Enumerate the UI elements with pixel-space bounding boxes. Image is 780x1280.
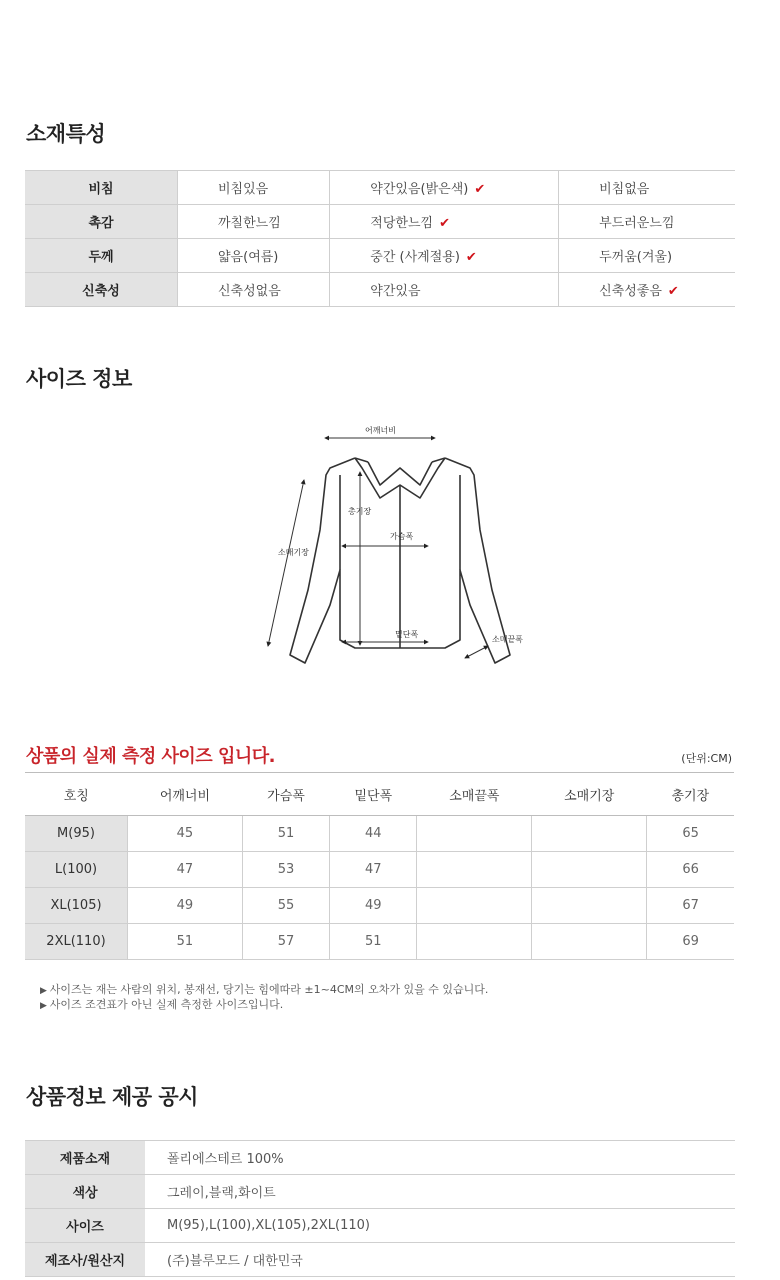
product-info-value: (주)블루모드 / 대한민국 xyxy=(145,1243,735,1277)
note-item: ▶ 사이즈 조견표가 아닌 실제 측정한 사이즈입니다. xyxy=(40,998,488,1013)
material-option-cell xyxy=(178,205,330,239)
size-cell: 69 xyxy=(647,924,734,960)
material-option-cell xyxy=(178,171,330,205)
material-option-text: 부드러운느낌 xyxy=(599,216,675,231)
product-info-row xyxy=(25,1209,735,1243)
material-row-label: 두께 xyxy=(25,239,178,273)
size-header-cell: 가슴폭 xyxy=(242,773,329,816)
size-row-label: L(100) xyxy=(25,852,128,888)
size-cell xyxy=(417,888,532,924)
product-info-label: 제조사/원산지 xyxy=(25,1243,145,1277)
size-cell: 53 xyxy=(242,852,329,888)
hem-label: 밑단폭 xyxy=(395,630,419,639)
size-cell: 57 xyxy=(242,924,329,960)
product-info-value: 폴리에스테르 100% xyxy=(145,1141,735,1175)
product-info-title: 상품정보 제공 공시 xyxy=(26,1085,198,1109)
size-row-label: XL(105) xyxy=(25,888,128,924)
product-info-table xyxy=(25,1140,735,1277)
product-info-value: M(95),L(100),XL(105),2XL(110) xyxy=(145,1209,735,1243)
size-cell: 51 xyxy=(330,924,417,960)
material-option-text: 신축성좋음 xyxy=(599,284,662,299)
material-option-cell xyxy=(330,171,559,205)
size-header-cell: 밑단폭 xyxy=(330,773,417,816)
material-row xyxy=(25,205,735,239)
material-row-label: 촉감 xyxy=(25,205,178,239)
check-icon: ✔ xyxy=(474,182,486,197)
sleeve-length-label: 소매기장 xyxy=(278,548,309,557)
material-option-text: 중간 (사계절용) xyxy=(370,250,460,265)
material-option-cell xyxy=(330,273,559,307)
size-cell: 55 xyxy=(242,888,329,924)
size-cell: 49 xyxy=(128,888,243,924)
size-row-label: 2XL(110) xyxy=(25,924,128,960)
material-option-cell xyxy=(559,239,735,273)
size-cell xyxy=(417,924,532,960)
size-cell: 51 xyxy=(128,924,243,960)
size-cell: 66 xyxy=(647,852,734,888)
cuff-label: 소매끝폭 xyxy=(492,635,523,644)
size-header-cell: 소매기장 xyxy=(532,773,647,816)
note-item: ▶ 사이즈는 재는 사람의 위치, 봉재선, 당기는 힘에따라 ±1~4CM의 오차가 있을 수 있습니다. xyxy=(40,983,488,998)
material-row xyxy=(25,273,735,307)
size-cell: 51 xyxy=(242,816,329,852)
size-info-title: 사이즈 정보 xyxy=(26,367,132,391)
product-info-label: 제품소재 xyxy=(25,1141,145,1175)
material-option-cell xyxy=(559,171,735,205)
material-option-text: 신축성없음 xyxy=(218,284,281,299)
material-option-text: 비침없음 xyxy=(599,182,650,197)
material-option-text: 두꺼움(겨울) xyxy=(599,250,673,265)
product-info-label: 사이즈 xyxy=(25,1209,145,1243)
measure-title: 상품의 실제 측정 사이즈 입니다. xyxy=(26,746,275,767)
size-cell xyxy=(532,852,647,888)
size-header-cell: 총기장 xyxy=(647,773,734,816)
check-icon: ✔ xyxy=(667,284,679,299)
cuff-arrow xyxy=(465,646,488,658)
size-cell: 65 xyxy=(647,816,734,852)
product-info-label: 색상 xyxy=(25,1175,145,1209)
check-icon: ✔ xyxy=(465,250,477,265)
size-row-label: M(95) xyxy=(25,816,128,852)
unit-label: (단위:CM) xyxy=(681,752,732,765)
material-option-text: 적당한느낌 xyxy=(370,216,434,231)
size-header-cell: 소매끝폭 xyxy=(417,773,532,816)
size-table xyxy=(25,772,734,960)
size-row xyxy=(25,852,734,888)
material-option-text: 약간있음 xyxy=(370,284,421,299)
material-row xyxy=(25,171,735,205)
material-option-cell xyxy=(559,273,735,307)
chest-label: 가슴폭 xyxy=(390,532,414,541)
size-cell: 44 xyxy=(330,816,417,852)
size-cell: 47 xyxy=(330,852,417,888)
size-cell xyxy=(417,816,532,852)
check-icon: ✔ xyxy=(439,216,450,231)
size-notes xyxy=(40,983,488,1013)
material-option-cell xyxy=(330,205,559,239)
shoulder-label: 어깨너비 xyxy=(365,426,396,435)
material-row-label: 비침 xyxy=(25,171,178,205)
material-row-label: 신축성 xyxy=(25,273,178,307)
size-cell: 45 xyxy=(128,816,243,852)
material-option-cell xyxy=(559,205,735,239)
size-cell xyxy=(532,816,647,852)
size-header-cell: 호칭 xyxy=(25,773,128,816)
material-title: 소재특성 xyxy=(26,122,106,146)
material-option-cell xyxy=(178,273,330,307)
size-row xyxy=(25,888,734,924)
size-cell: 47 xyxy=(128,852,243,888)
size-row xyxy=(25,816,734,852)
jacket-size-diagram xyxy=(260,420,540,680)
material-option-cell xyxy=(330,239,559,273)
material-option-text: 얇음(여름) xyxy=(218,250,279,265)
length-label: 총기장 xyxy=(348,507,372,516)
size-row xyxy=(25,924,734,960)
size-header-cell: 어깨너비 xyxy=(128,773,243,816)
size-cell xyxy=(417,852,532,888)
size-cell xyxy=(532,924,647,960)
product-info-row xyxy=(25,1175,735,1209)
size-cell: 49 xyxy=(330,888,417,924)
product-info-row xyxy=(25,1243,735,1277)
material-option-text: 까칠한느낌 xyxy=(218,216,281,231)
size-cell: 67 xyxy=(647,888,734,924)
product-info-value: 그레이,블랙,화이트 xyxy=(145,1175,735,1209)
material-option-text: 비침있음 xyxy=(218,182,269,197)
material-table xyxy=(25,170,735,307)
material-option-cell xyxy=(178,239,330,273)
material-row xyxy=(25,239,735,273)
product-info-row xyxy=(25,1141,735,1175)
size-cell xyxy=(532,888,647,924)
material-option-text: 약간있음(밝은색) xyxy=(370,182,469,197)
